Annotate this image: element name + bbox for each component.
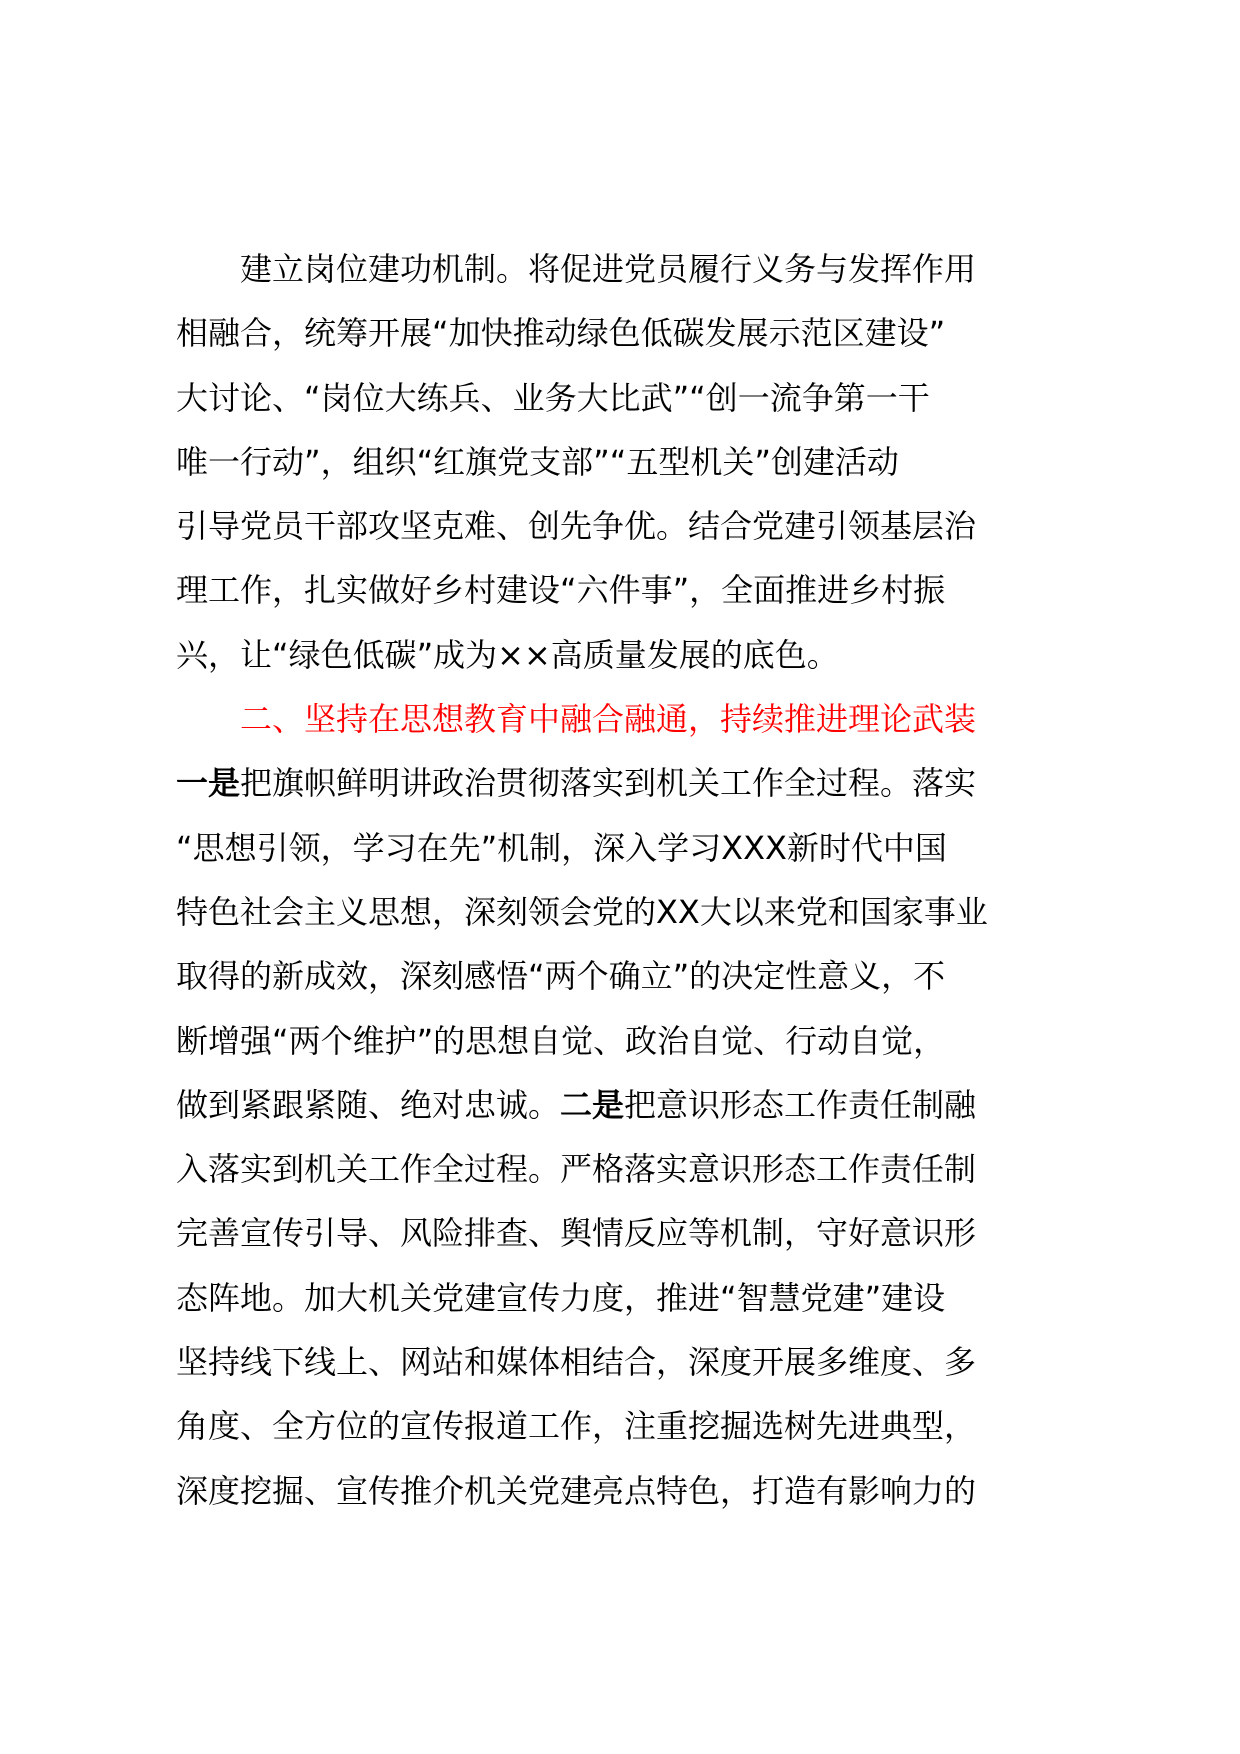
- lead-marker-2: 二是: [560, 1085, 625, 1124]
- paragraph-line: “思想引领，学习在先”机制，深入学习XXX新时代中国: [176, 828, 947, 867]
- paragraph-line: 深度挖掘、宣传推介机关党建亮点特色，打造有影响力的: [176, 1471, 977, 1510]
- paragraph-text: 做到紧跟紧随、绝对忠诚。: [176, 1085, 561, 1124]
- paragraph-line: 断增强“两个维护”的思想自觉、政治自觉、行动自觉，: [176, 1021, 946, 1060]
- paragraph-line: 坚持线下线上、网站和媒体相结合，深度开展多维度、多: [176, 1343, 977, 1382]
- paragraph-line: [176, 1073, 1096, 1137]
- paragraph-line: 理工作，扎实做好乡村建设“六件事”，全面推进乡村振: [176, 571, 946, 610]
- paragraph-text: 把旗帜鲜明讲政治贯彻落实到机关工作全过程。落实: [240, 764, 977, 803]
- document-body: [176, 237, 1096, 1523]
- paragraph-line: 角度、全方位的宣传报道工作，注重挖掘选树先进典型，: [176, 1407, 977, 1446]
- paragraph-line: 取得的新成效，深刻感悟“两个确立”的决定性意义，不: [176, 957, 946, 996]
- paragraph-text: 把意识形态工作责任制融: [624, 1085, 977, 1124]
- paragraph-line: 建立岗位建功机制。将促进党员履行义务与发挥作用: [240, 250, 977, 288]
- section-heading: 二、坚持在思想教育中融合融通，持续推进理论武装: [240, 700, 977, 739]
- paragraph-line: 特色社会主义思想，深刻领会党的XX大以来党和国家事业: [176, 892, 988, 931]
- lead-marker-1: 一是: [176, 764, 241, 803]
- paragraph-line: 大讨论、“岗位大练兵、业务大比武”“创一流争第一干: [176, 378, 930, 417]
- paragraph-line: 引导党员干部攻坚克难、创先争优。结合党建引领基层治: [176, 507, 977, 546]
- paragraph-line: 入落实到机关工作全过程。严格落实意识形态工作责任制: [176, 1150, 977, 1189]
- paragraph-line: 唯一行动”，组织“红旗党支部”“五型机关”创建活动: [176, 442, 899, 481]
- paragraph-line: 相融合，统筹开展“加快推动绿色低碳发展示范区建设”: [176, 314, 946, 353]
- paragraph-line: 兴，让“绿色低碳”成为××高质量发展的底色。: [176, 635, 839, 674]
- paragraph-line: 态阵地。加大机关党建宣传力度，推进“智慧党建”建设: [176, 1278, 946, 1317]
- paragraph-line: 完善宣传引导、风险排查、舆情反应等机制，守好意识形: [176, 1214, 977, 1253]
- paragraph-line: [176, 751, 1096, 815]
